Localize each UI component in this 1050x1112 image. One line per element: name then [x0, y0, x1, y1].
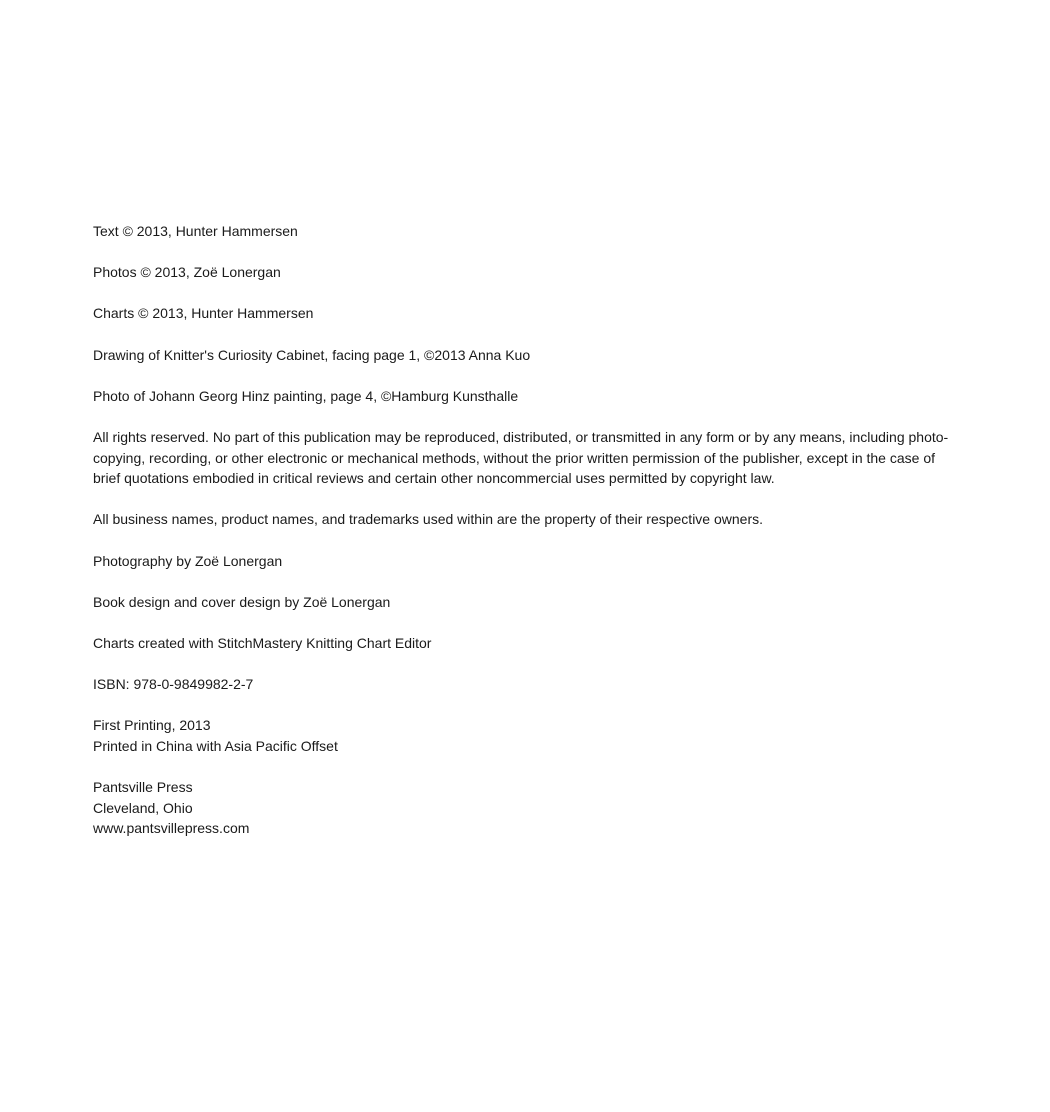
text-credit: Text © 2013, Hunter Hammersen [93, 223, 298, 239]
trademarks-statement: All business names, product names, and trademarks used within are the property of their respective owners. [93, 511, 763, 528]
rights-line: brief quotations embodied in critical reviews and certain other noncommercial uses permitted by copyright law. [93, 470, 775, 487]
charts-credit: Charts © 2013, Hunter Hammersen [93, 305, 314, 322]
rights-line: All rights reserved. No part of this publication may be reproduced, distributed, or transmitted in any form or by any means, including photo- [93, 428, 949, 445]
isbn: ISBN: 978-0-9849982-2-7 [93, 676, 254, 693]
publisher-city: Cleveland, Ohio [93, 799, 193, 816]
rights-statement [93, 427, 953, 489]
photos-credit: Photos © 2013, Zoë Lonergan [93, 264, 281, 281]
rights-line: copying, recording, or other electronic or mechanical methods, without the prior written permission of the publisher, except in the case of [93, 449, 935, 466]
printer-info: Printed in China with Asia Pacific Offset [93, 737, 338, 754]
chart-software-credit: Charts created with StitchMastery Knitting Chart Editor [93, 634, 432, 651]
painting-credit: Photo of Johann Georg Hinz painting, page 4, ©Hamburg Kunsthalle [93, 387, 519, 404]
copyright-page [93, 221, 953, 859]
drawing-credit: Drawing of Knitter's Curiosity Cabinet, facing page 1, ©2013 Anna Kuo [93, 346, 531, 363]
publisher-info [93, 777, 953, 839]
printing-info [93, 715, 953, 756]
publisher-name: Pantsville Press [93, 779, 193, 796]
design-credit: Book design and cover design by Zoë Lonergan [93, 593, 391, 610]
publisher-url: www.pantsvillepress.com [93, 820, 250, 837]
photography-credit: Photography by Zoë Lonergan [93, 552, 283, 569]
printing-edition: First Printing, 2013 [93, 717, 211, 734]
